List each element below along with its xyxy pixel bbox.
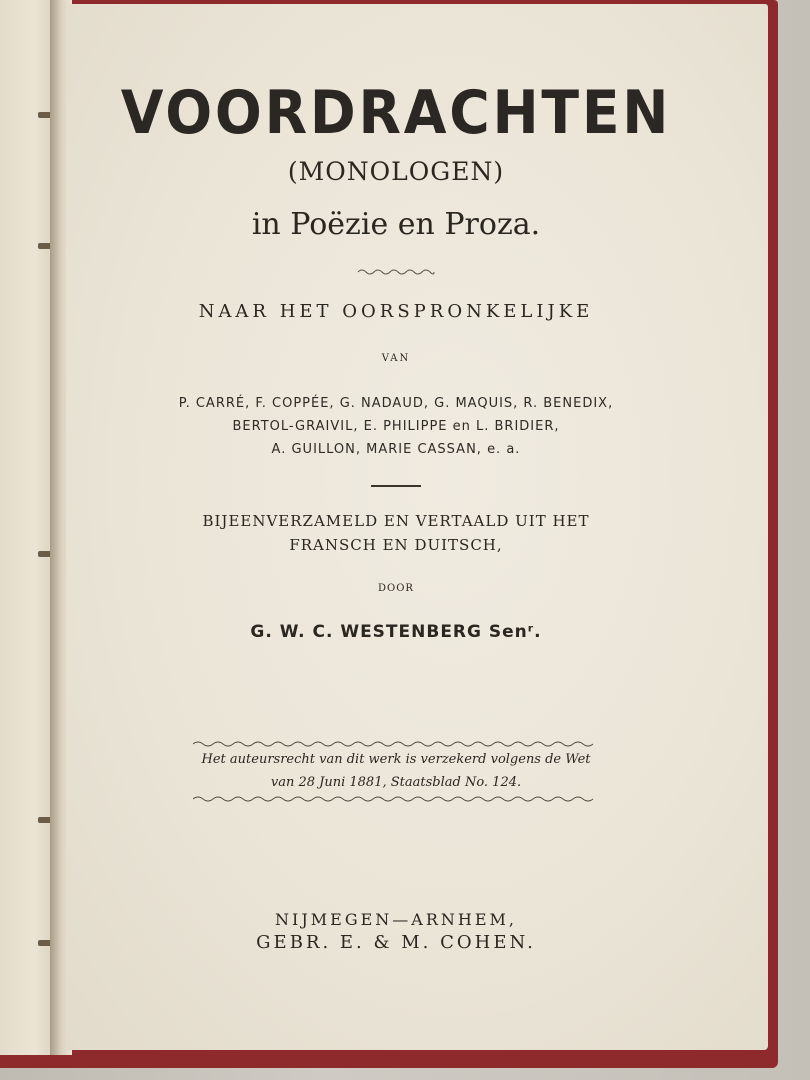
ornament-divider <box>356 268 436 276</box>
book-subtitle: (MONOLOGEN) <box>287 157 505 186</box>
wavy-rule-top <box>193 740 598 748</box>
door-label: DOOR <box>378 583 414 594</box>
short-rule <box>371 485 421 487</box>
copyright-line: van 28 Juni 1881, Staatsblad No. 124. <box>270 775 522 790</box>
collected-line: FRANSCH EN DUITSCH, <box>289 536 503 554</box>
book-title: VOORDRACHTEN <box>120 78 672 148</box>
source-line: NAAR HET OORSPRONKELIJKE <box>198 301 594 322</box>
authors-line: A. GUILLON, MARIE CASSAN, e. a. <box>271 442 521 457</box>
collected-line: BIJEENVERZAMELD EN VERTAALD UIT HET <box>202 512 590 530</box>
authors-line: BERTOL-GRAIVIL, E. PHILIPPE en L. BRIDIER, <box>232 419 560 434</box>
authors-line: P. CARRÉ, F. COPPÉE, G. NADAUD, G. MAQUIS, R. BENEDIX, <box>178 396 614 411</box>
van-label: VAN <box>381 353 411 364</box>
editor-name: G. W. C. WESTENBERG Senʳ. <box>250 622 542 642</box>
imprint-place: NIJMEGEN—ARNHEM, <box>275 910 517 929</box>
copyright-line: Het auteursrecht van dit werk is verzekerd volgens de Wet <box>201 752 591 767</box>
wavy-rule-bottom <box>193 795 598 803</box>
imprint-publisher: GEBR. E. & M. COHEN. <box>256 932 536 953</box>
book-subtitle-2: in Poëzie en Proza. <box>251 207 541 242</box>
